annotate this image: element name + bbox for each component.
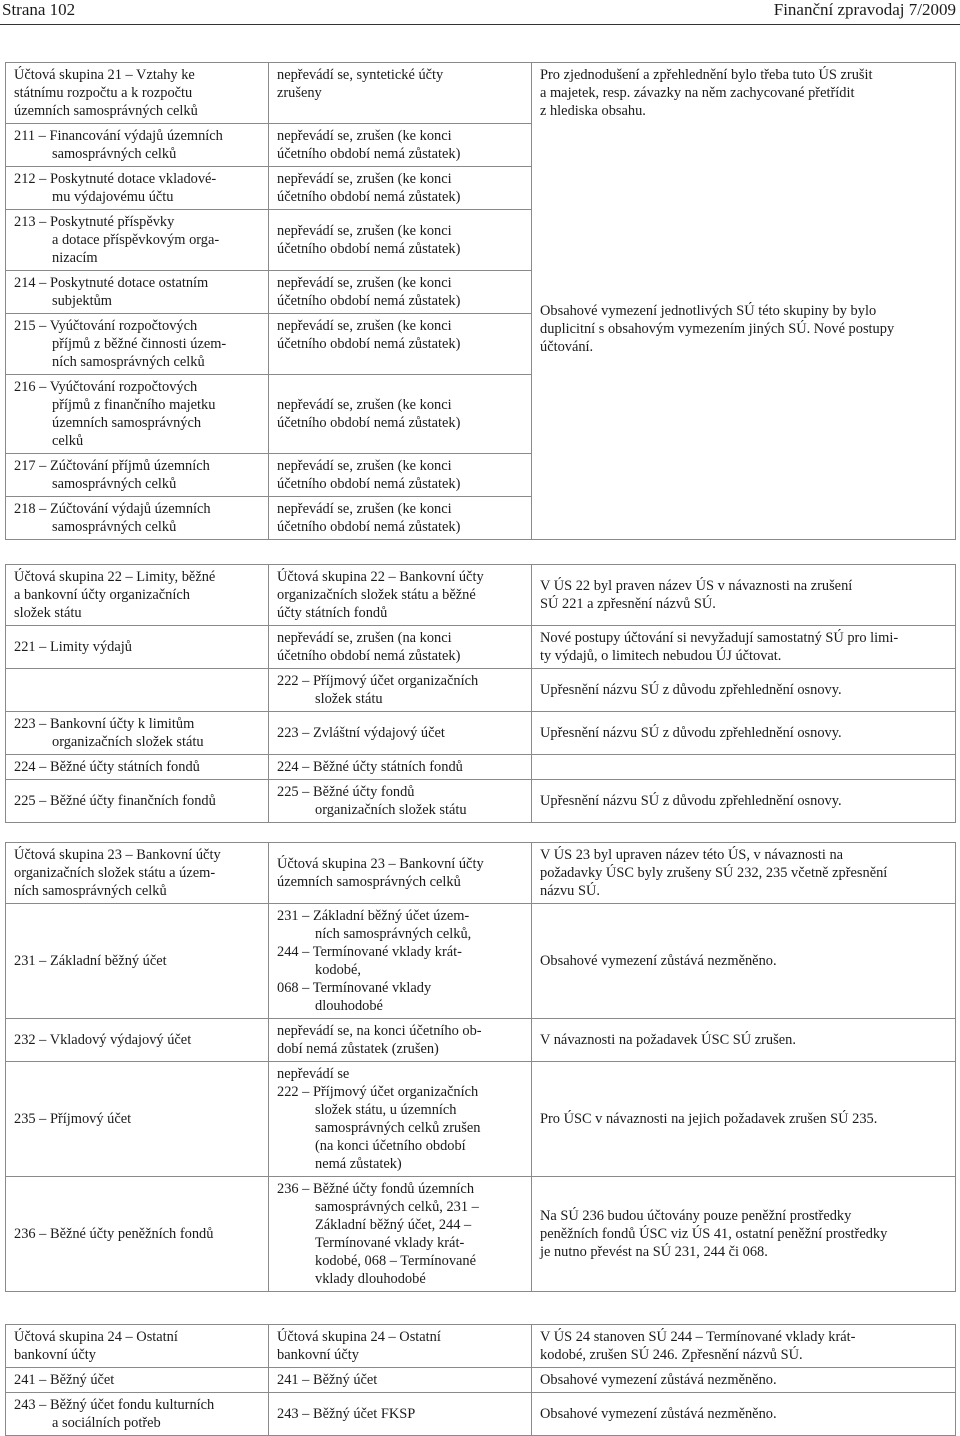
table-group-21 [5, 62, 956, 540]
table-row: 235 – Příjmový účet nepřevádí se 222 – Příjmový účet organizačních složek státu, u územních samosprávných celků zrušen (na konci účetního období nemá zůstatek) Pro ÚSC v návaznosti na jejich požadavek zrušen SÚ 235. [6, 1062, 956, 1177]
group-24-title-old: Účtová skupina 24 – Ostatní bankovní účty [6, 1325, 269, 1368]
table-row: 223 – Bankovní účty k limitům organizačních složek státu 223 – Zvláštní výdajový účet Upřesnění názvu SÚ z důvodu zpřehlednění osnovy. [6, 712, 956, 755]
table-row: 236 – Běžné účty peněžních fondů 236 – Běžné účty fondů územních samosprávných celků, 231 – Základní běžný účet, 244 – Termínované vklady krát- kodobé, 068 – Termínované vklady dlouhodobé Na SÚ 236 budou účtovány pouze peněžní prostředky peněžních fondů ÚSC viz ÚS 41, ostatní peněžní prostředky je nutno převést na SÚ 231, 244 či 068. [6, 1177, 956, 1292]
table-row [6, 843, 956, 904]
table-row: 214 – Poskytnuté dotace ostatním subjektům nepřevádí se, zrušen (ke konci účetního období nemá zůstatek) [6, 271, 956, 314]
page-header [0, 0, 960, 22]
group-21-note-mid: Obsahové vymezení jednotlivých SÚ této skupiny by bylo duplicitní s obsahovým vymezením jiných SÚ. Nové postupy účtování. [540, 303, 895, 355]
table-group-22 [5, 564, 956, 823]
table-row: 241 – Běžný účet 241 – Běžný účet Obsahové vymezení zůstává nezměněno. [6, 1368, 956, 1393]
table-row: 212 – Poskytnuté dotace vkladové- mu výdajovému účtu nepřevádí se, zrušen (ke konci účetního období nemá zůstatek) [6, 167, 956, 210]
table-row: 231 – Základní běžný účet 231 – Základní běžný účet územ- ních samosprávných celků, 244 – Termínované vklady krát- kodobé, 068 – Termínované vklady dlouhodobé Obsahové vymezení zůstává nezměněno. [6, 904, 956, 1019]
table-row: 243 – Běžný účet fondu kulturních a sociálních potřeb 243 – Běžný účet FKSP Obsahové vymezení zůstává nezměněno. [6, 1393, 956, 1436]
group-24-title-new: Účtová skupina 24 – Ostatní bankovní účty [269, 1325, 532, 1368]
group-22-title-old: Účtová skupina 22 – Limity, běžné a bankovní účty organizačních složek státu [6, 565, 269, 626]
table-row: 222 – Příjmový účet organizačních složek státu Upřesnění názvu SÚ z důvodu zpřehlednění osnovy. [6, 669, 956, 712]
table-row [6, 1325, 956, 1368]
group-23-title-new: Účtová skupina 23 – Bankovní účty územních samosprávných celků [269, 843, 532, 904]
group-22-title-note: V ÚS 22 byl praven název ÚS v návaznosti na zrušení SÚ 221 a zpřesnění názvů SÚ. [532, 565, 956, 626]
table-row [6, 63, 956, 124]
table-row [6, 565, 956, 626]
table-row: 218 – Zúčtování výdajů územních samosprávných celků nepřevádí se, zrušen (ke konci účetního období nemá zůstatek) [6, 497, 956, 540]
table-row: 217 – Zúčtování příjmů územních samosprávných celků nepřevádí se, zrušen (ke konci účetního období nemá zůstatek) [6, 454, 956, 497]
group-24-title-note: V ÚS 24 stanoven SÚ 244 – Termínované vklady krát- kodobé, zrušen SÚ 246. Zpřesnění názvů SÚ. [532, 1325, 956, 1368]
group-23-title-old: Účtová skupina 23 – Bankovní účty organizačních složek státu a územ- ních samosprávných celků [6, 843, 269, 904]
table-group-23 [5, 842, 956, 1292]
table-row: 216 – Vyúčtování rozpočtových příjmů z finančního majetku územních samosprávných celků nepřevádí se, zrušen (ke konci účetního období nemá zůstatek) [6, 375, 956, 454]
table-row: 232 – Vkladový výdajový účet nepřevádí se, na konci účetního ob- dobí nemá zůstatek (zrušen) V návaznosti na požadavek ÚSC SÚ zrušen. [6, 1019, 956, 1062]
table-row: 213 – Poskytnuté příspěvky a dotace příspěvkovým orga- nizacím nepřevádí se, zrušen (ke konci účetního období nemá zůstatek) [6, 210, 956, 271]
table-row: 221 – Limity výdajů nepřevádí se, zrušen (na konci účetního období nemá zůstatek) Nové postupy účtování si nevyžadují samostatný SÚ pro limi- ty výdajů, o limitech nebudou ÚJ účtovat. [6, 626, 956, 669]
table-row: 225 – Běžné účty finančních fondů 225 – Běžné účty fondů organizačních složek státu Upřesnění názvu SÚ z důvodu zpřehlednění osnovy. [6, 780, 956, 823]
page-number: Strana 102 [2, 0, 76, 19]
header-rule [0, 24, 960, 25]
group-22-title-new: Účtová skupina 22 – Bankovní účty organizačních složek státu a běžné účty státních fondů [269, 565, 532, 626]
table-row: 215 – Vyúčtování rozpočtových příjmů z běžné činnosti územ- ních samosprávných celků nepřevádí se, zrušen (ke konci účetního období nemá zůstatek) [6, 314, 956, 375]
group-21-notes: Pro zjednodušení a zpřehlednění bylo třeba tuto ÚS zrušit a majetek, resp. závazky na něm zachycované přetřídit z hlediska obsahu. Obsahové vymezení jednotlivých SÚ této skupiny by bylo duplicitní s obsahovým vymezením jiných SÚ. Nové postupy účtování. [532, 63, 956, 540]
group-21-title-new: nepřevádí se, syntetické účty zrušeny [269, 63, 532, 124]
group-21-title: Účtová skupina 21 – Vztahy ke státnímu rozpočtu a k rozpočtu územních samosprávných celků [6, 63, 269, 124]
table-row: 224 – Běžné účty státních fondů 224 – Běžné účty státních fondů [6, 755, 956, 780]
journal-name: Finanční zpravodaj 7/2009 [773, 0, 956, 19]
table-row: 211 – Financování výdajů územních samosprávných celků nepřevádí se, zrušen (ke konci účetního období nemá zůstatek) [6, 124, 956, 167]
group-23-title-note: V ÚS 23 byl upraven název této ÚS, v návaznosti na požadavky ÚSC byly zrušeny SÚ 232, 235 včetně zpřesnění názvu SÚ. [532, 843, 956, 904]
table-group-24 [5, 1324, 956, 1436]
